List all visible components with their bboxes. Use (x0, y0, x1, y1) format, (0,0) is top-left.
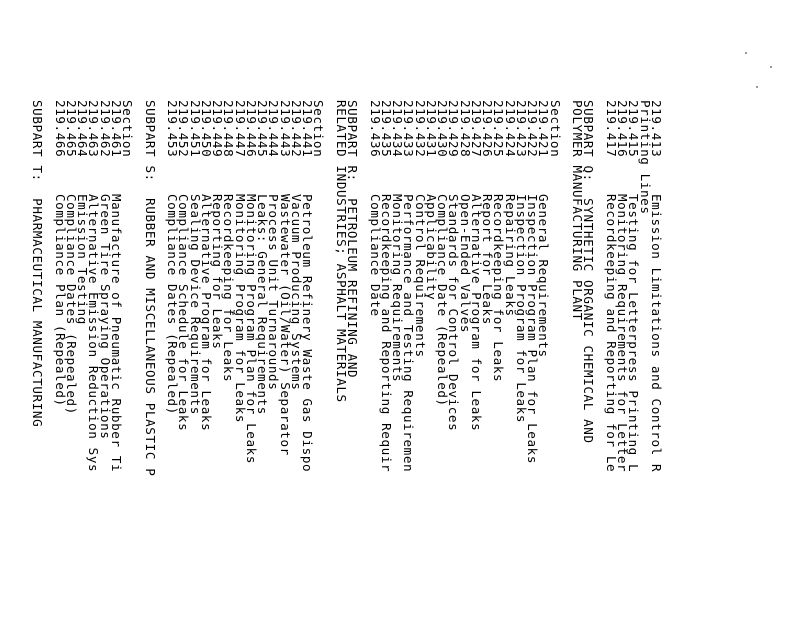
section-title: Alternative Emission Reduction Sys (86, 194, 102, 473)
section-number: 219.466 (52, 100, 68, 158)
section-title: Recordkeeping for Leaks (491, 194, 507, 383)
section-title: Inspection Program Plan for Leaks (525, 194, 541, 465)
section-title: Standards for Control Devices (446, 194, 462, 432)
heading-line: Printing Lines (637, 100, 653, 215)
section-number: 219.415 (626, 100, 642, 158)
section-title: Compliance Dates (Repealed) (165, 194, 181, 415)
scan-speck (770, 66, 772, 68)
heading-line: SUBPART Q: SYNTHETIC ORGANIC CHEMICAL AND (581, 100, 597, 444)
section-number: 219.444 (266, 100, 282, 158)
section-title: Recordkeeping and Reporting for Le (604, 194, 619, 473)
section-number: 219.445 (255, 100, 271, 158)
section-number: 219.451 (187, 100, 203, 158)
section-title: Control Requirements (412, 194, 428, 358)
section-title: Alternative Program for Leaks (199, 194, 214, 432)
section-number: 219.428 (457, 100, 473, 158)
section-title: Manufacture of Pneumatic Rubber Ti (109, 194, 124, 473)
section-number: 219.462 (97, 100, 113, 158)
section-title: Compliance Plan (Repealed) (52, 194, 68, 407)
section-number: 219.453 (165, 100, 181, 158)
section-title: Monitoring Program for Leaks (232, 194, 248, 424)
section-title: Repairing Leaks (502, 194, 518, 317)
heading-line: SUBPART R: PETROLEUM REFINING AND (345, 100, 361, 379)
section-number: 219.441 (300, 100, 316, 158)
section-title: Monitoring Requirements (390, 194, 406, 383)
toc-entry (165, 100, 181, 618)
section-title: Compliance Dates (Repealed) (64, 194, 79, 415)
section-number: 219.430 (435, 100, 451, 158)
section-title: Alternative Program for Leaks (469, 194, 484, 432)
heading-line: Section (120, 100, 136, 158)
section-number: 219.443 (277, 100, 293, 158)
section-number: 219.448 (221, 100, 237, 158)
toc-entry (86, 100, 102, 618)
section-title: Compliance Schedule for Leaks (176, 194, 192, 432)
heading-line: POLYMER MANUFACTURING PLANT (570, 100, 586, 321)
scan-speck (745, 52, 747, 54)
section-title: Performance and Testing Requiremen (401, 194, 417, 473)
section-number: 219.421 (536, 100, 552, 158)
section-number: 219.426 (480, 100, 496, 158)
section-title: Wastewater (Oil/Water) Separator (277, 194, 293, 456)
section-title: General Requirements (536, 194, 552, 358)
section-number: 219.465 (64, 100, 79, 158)
section-title: Recordkeeping for Leaks (221, 194, 237, 383)
section-number: 219.432 (412, 100, 428, 158)
section-title: Monitoring Requirements for Letter (615, 194, 631, 473)
section-number: 219.417 (604, 100, 619, 158)
section-number: 219.433 (401, 100, 417, 158)
section-title: Compliance Date (Repealed) (435, 194, 451, 407)
section-title: Emission Limitations and Control R (649, 194, 664, 473)
section-number: 219.464 (75, 100, 91, 158)
section-title: Reporting for Leaks (210, 194, 226, 350)
table-of-contents (32, 100, 662, 618)
section-title: Open-Ended Valves (457, 194, 473, 334)
section-number: 219.452 (176, 100, 192, 158)
heading-line: Section (547, 100, 563, 158)
section-number: 219.450 (199, 100, 214, 158)
toc-entry (435, 100, 451, 618)
section-title: Applicability (424, 194, 439, 301)
section-title: Report for Leaks (480, 194, 496, 325)
section-number: 219.431 (424, 100, 439, 158)
section-number: 219.463 (86, 100, 102, 158)
toc-entry (516, 100, 527, 618)
section-title: Petroleum Refinery Waste Gas Dispo (300, 194, 316, 473)
section-title: Sealing Device Requirements (187, 194, 203, 415)
section-title: Process Unit Turnarounds (266, 194, 282, 391)
heading-line: Section (311, 100, 327, 158)
section-title: Leaks: General Requirements (255, 194, 271, 415)
section-title: Compliance Date (367, 194, 383, 317)
section-number: 219.435 (379, 100, 394, 158)
section-number: 219.425 (491, 100, 507, 158)
toc-entry (52, 100, 68, 618)
section-number: 219.447 (232, 100, 248, 158)
section-number: 219.424 (502, 100, 518, 158)
toc-entry (606, 100, 617, 618)
section-number: 219.436 (367, 100, 383, 158)
section-title: Testing for Letterpress Printing L (626, 194, 642, 473)
section-number: 219.449 (210, 100, 226, 158)
section-number: 219.434 (390, 100, 406, 158)
section-number: 219.442 (289, 100, 304, 158)
section-number: 219.422 (525, 100, 541, 158)
section-number: 219.423 (514, 100, 529, 158)
section-number: 219.461 (109, 100, 124, 158)
section-title: Vacuum Producing Systems (289, 194, 304, 391)
section-number: 219.429 (446, 100, 462, 158)
section-number: 219.446 (244, 100, 259, 158)
section-number: 219.416 (615, 100, 631, 158)
scan-speck (756, 86, 758, 88)
toc-entry (381, 100, 392, 618)
heading-line: RELATED INDUSTRIES; ASPHALT MATERIALS (334, 100, 349, 403)
toc-entry (471, 100, 482, 618)
section-title: Monitoring Program Plan for Leaks (244, 194, 259, 465)
section-title: Recordkeeping and Reporting Requir (379, 194, 394, 473)
toc-entry (221, 100, 237, 618)
section-title: Green Tire Spraying Operations (97, 194, 113, 440)
section-title: Emission Testing (75, 194, 91, 325)
section-title: Inspection Program for Leaks (514, 194, 529, 424)
toc-entry (491, 100, 507, 618)
section-number: 219.427 (469, 100, 484, 158)
heading-line: SUBPART T: PHARMACEUTICAL MANUFACTURING (30, 100, 46, 428)
section-number: 219.413 (649, 100, 664, 158)
heading-line: SUBPART S: RUBBER AND MISCELLANEOUS PLASTIC P (142, 100, 158, 477)
